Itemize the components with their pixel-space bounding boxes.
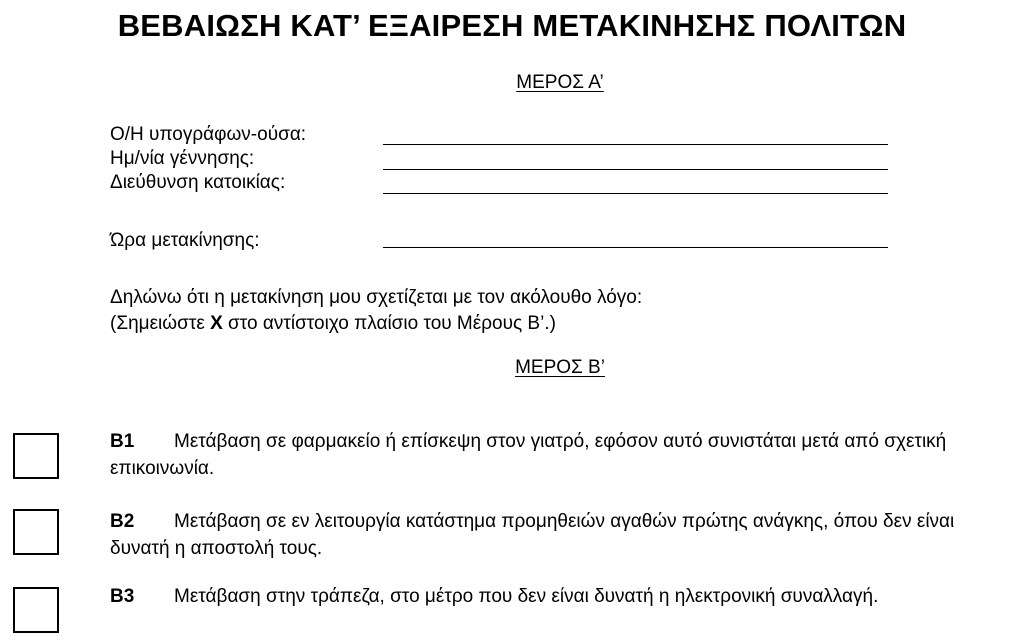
option-b1-checkbox[interactable] (13, 433, 59, 479)
declaration-line-2-prefix: (Σημειώστε (110, 313, 211, 334)
option-b2-text: Μετάβαση σε εν λειτουργία κατάστημα προμηθειών αγαθών πρώτης ανάγκης, όπου δεν είναι δυνατή η αποστολή τους. (110, 511, 955, 559)
declaration-line-2 (110, 311, 642, 337)
part-a-heading: ΜΕΡΟΣ Α’ (516, 72, 604, 93)
part-b-heading: ΜΕΡΟΣ Β’ (515, 357, 605, 378)
option-b3-code: Β3 (110, 586, 135, 607)
field-birth-date-input[interactable] (383, 169, 888, 170)
declaration-line-1: Δηλώνω ότι η μετακίνηση μου σχετίζεται με τον ακόλουθο λόγο: (110, 287, 643, 308)
field-label-departure-time: Ώρα μετακίνησης: (110, 230, 260, 251)
declaration-mark-x: Χ (210, 313, 223, 334)
field-label-birth-date: Ημ/νία γέννησης: (110, 148, 255, 169)
declaration-statement (110, 285, 642, 337)
option-b2-checkbox[interactable] (13, 509, 59, 555)
field-label-signer: Ο/Η υπογράφων-ούσα: (110, 124, 307, 145)
option-b1-code: Β1 (110, 431, 135, 452)
field-address-input[interactable] (383, 193, 888, 194)
field-departure-time-input[interactable] (383, 247, 888, 248)
option-b1 (110, 428, 1010, 482)
option-b3-text: Μετάβαση στην τράπεζα, στο μέτρο που δεν είναι δυνατή η ηλεκτρονική συναλλαγή. (174, 586, 879, 607)
field-label-address: Διεύθυνση κατοικίας: (110, 172, 286, 193)
option-b1-text: Μετάβαση σε φαρμακείο ή επίσκεψη στον γιατρό, εφόσον αυτό συνιστάται μετά από σχετική επικοινωνία. (110, 431, 947, 479)
option-b2 (110, 508, 1010, 562)
option-b3 (110, 583, 1010, 610)
option-b3-checkbox[interactable] (13, 587, 59, 633)
declaration-line-2-suffix: στο αντίστοιχο πλαίσιο του Μέρους Β’.) (222, 313, 556, 334)
option-b2-code: Β2 (110, 511, 135, 532)
field-signer-name-input[interactable] (383, 144, 888, 145)
document-title: ΒΕΒΑΙΩΣΗ ΚΑΤ’ ΕΞΑΙΡΕΣΗ ΜΕΤΑΚΙΝΗΣΗΣ ΠΟΛΙΤΩΝ (117, 8, 907, 43)
